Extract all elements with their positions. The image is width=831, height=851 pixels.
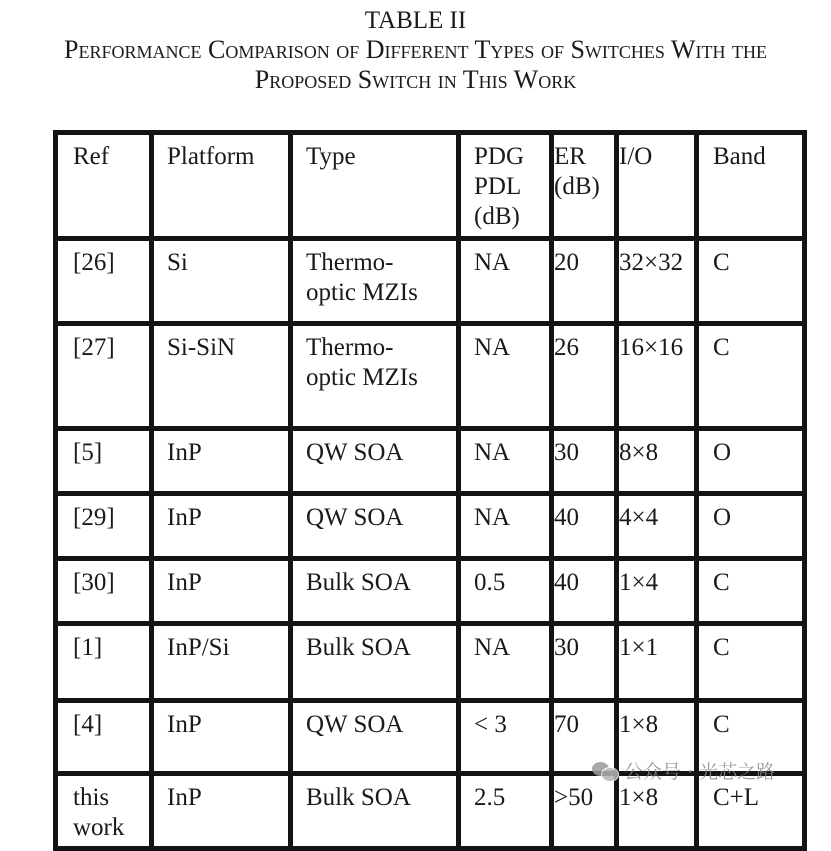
cell-text: InP/Si — [167, 634, 230, 661]
cell-text: InP — [167, 569, 202, 596]
header-platform — [152, 133, 291, 239]
cell-text: InP — [167, 784, 202, 811]
cell-platform — [152, 324, 291, 429]
cell-pdg-pdl — [459, 324, 552, 429]
cell-band — [697, 429, 805, 494]
cell-text: NA — [474, 439, 511, 466]
cell-pdg-pdl — [459, 559, 552, 624]
cell-text: O — [713, 504, 732, 531]
cell-text: QW SOA — [306, 439, 404, 466]
cell-platform — [152, 559, 291, 624]
table-title-line-1: Performance Comparison of Different Types of Switches With the — [64, 35, 767, 64]
cell-text: InP — [167, 439, 202, 466]
cell-er — [552, 559, 617, 624]
cell-ref — [56, 624, 152, 701]
cell-text: 0.5 — [474, 569, 506, 596]
header-type — [291, 133, 459, 239]
cell-text: [5] — [73, 439, 103, 466]
cell-io — [617, 624, 697, 701]
cell-type — [291, 701, 459, 774]
cell-platform — [152, 701, 291, 774]
cell-text: QW SOA — [306, 711, 404, 738]
cell-band — [697, 324, 805, 429]
cell-text: C — [713, 711, 730, 738]
cell-ref — [56, 429, 152, 494]
cell-platform — [152, 239, 291, 324]
cell-text: [30] — [73, 569, 115, 596]
cell-text: Bulk SOA — [306, 634, 411, 661]
cell-band — [697, 559, 805, 624]
cell-ref — [56, 324, 152, 429]
cell-text: 4×4 — [619, 504, 659, 531]
header-band — [697, 133, 805, 239]
cell-text: 40 — [554, 504, 579, 531]
header-label: Platform — [167, 143, 255, 170]
cell-text: 1×4 — [619, 569, 659, 596]
header-label: Band — [713, 143, 766, 170]
cell-text: 32×32 — [619, 249, 684, 276]
cell-text: 26 — [554, 334, 579, 361]
table-title-line-2: Proposed Switch in This Work — [254, 65, 577, 94]
header-io — [617, 133, 697, 239]
header-label: ER (dB) — [554, 143, 600, 200]
cell-text: NA — [474, 334, 511, 361]
cell-type — [291, 774, 459, 849]
cell-text: QW SOA — [306, 504, 404, 531]
cell-platform — [152, 624, 291, 701]
cell-text: NA — [474, 249, 511, 276]
cell-text: [1] — [73, 634, 103, 661]
table-row — [56, 624, 805, 701]
table-row — [56, 494, 805, 559]
cell-platform — [152, 774, 291, 849]
cell-pdg-pdl — [459, 239, 552, 324]
header-label: Type — [306, 143, 356, 170]
cell-text: Bulk SOA — [306, 784, 411, 811]
cell-text: 30 — [554, 439, 579, 466]
cell-band — [697, 624, 805, 701]
table-row — [56, 774, 805, 849]
cell-pdg-pdl — [459, 701, 552, 774]
cell-text: [27] — [73, 334, 115, 361]
cell-text: 70 — [554, 711, 579, 738]
cell-er — [552, 324, 617, 429]
header-label: I/O — [619, 143, 653, 170]
cell-text: InP — [167, 711, 202, 738]
cell-ref — [56, 774, 152, 849]
cell-text: 16×16 — [619, 334, 684, 361]
cell-platform — [152, 429, 291, 494]
cell-text: Bulk SOA — [306, 569, 411, 596]
cell-band — [697, 239, 805, 324]
cell-er — [552, 239, 617, 324]
cell-text: Si-SiN — [167, 334, 236, 361]
cell-text: C — [713, 249, 730, 276]
cell-er — [552, 494, 617, 559]
cell-type — [291, 239, 459, 324]
cell-text: Thermo- optic MZIs — [306, 249, 418, 306]
cell-text: NA — [474, 634, 511, 661]
cell-text: [26] — [73, 249, 115, 276]
cell-type — [291, 624, 459, 701]
cell-io — [617, 429, 697, 494]
cell-type — [291, 559, 459, 624]
cell-band — [697, 774, 805, 849]
cell-ref — [56, 494, 152, 559]
cell-type — [291, 324, 459, 429]
cell-pdg-pdl — [459, 429, 552, 494]
cell-io — [617, 239, 697, 324]
cell-text: C — [713, 334, 730, 361]
cell-platform — [152, 494, 291, 559]
header-label: PDG PDL (dB) — [474, 143, 525, 230]
cell-type — [291, 494, 459, 559]
watermark-text: 公众号 · 光芯之路 — [624, 761, 776, 783]
header-ref — [56, 133, 152, 239]
cell-text: 30 — [554, 634, 579, 661]
cell-pdg-pdl — [459, 494, 552, 559]
cell-text: Thermo- optic MZIs — [306, 334, 418, 391]
cell-pdg-pdl — [459, 624, 552, 701]
table-row — [56, 324, 805, 429]
cell-io — [617, 559, 697, 624]
cell-text: [29] — [73, 504, 115, 531]
cell-text: C+L — [713, 784, 760, 811]
cell-io — [617, 774, 697, 849]
table-row — [56, 559, 805, 624]
cell-ref — [56, 559, 152, 624]
cell-text: InP — [167, 504, 202, 531]
table-header-row — [56, 133, 805, 239]
cell-text: 1×1 — [619, 634, 659, 661]
cell-io — [617, 324, 697, 429]
cell-text: O — [713, 439, 732, 466]
table-row — [56, 429, 805, 494]
table-number: TABLE II — [364, 7, 467, 34]
cell-ref — [56, 701, 152, 774]
cell-pdg-pdl — [459, 774, 552, 849]
cell-text: Si — [167, 249, 188, 276]
cell-type — [291, 429, 459, 494]
cell-text: this work — [73, 784, 125, 841]
cell-text: >50 — [554, 784, 594, 811]
cell-text: NA — [474, 504, 511, 531]
cell-text: 1×8 — [619, 711, 659, 738]
cell-io — [617, 494, 697, 559]
cell-text: 20 — [554, 249, 579, 276]
cell-er — [552, 624, 617, 701]
cell-text: < 3 — [474, 711, 507, 738]
header-pdg-pdl — [459, 133, 552, 239]
cell-text: C — [713, 634, 730, 661]
cell-er — [552, 429, 617, 494]
cell-text: 40 — [554, 569, 579, 596]
cell-text: 1×8 — [619, 784, 659, 811]
wechat-icon — [592, 760, 618, 782]
cell-er — [552, 774, 617, 849]
cell-text: [4] — [73, 711, 103, 738]
cell-text: C — [713, 569, 730, 596]
header-label: Ref — [73, 143, 110, 170]
cell-text: 2.5 — [474, 784, 506, 811]
watermark — [592, 757, 775, 784]
cell-band — [697, 494, 805, 559]
cell-ref — [56, 239, 152, 324]
comparison-table — [53, 130, 807, 851]
table-row — [56, 239, 805, 324]
header-er — [552, 133, 617, 239]
cell-text: 8×8 — [619, 439, 659, 466]
